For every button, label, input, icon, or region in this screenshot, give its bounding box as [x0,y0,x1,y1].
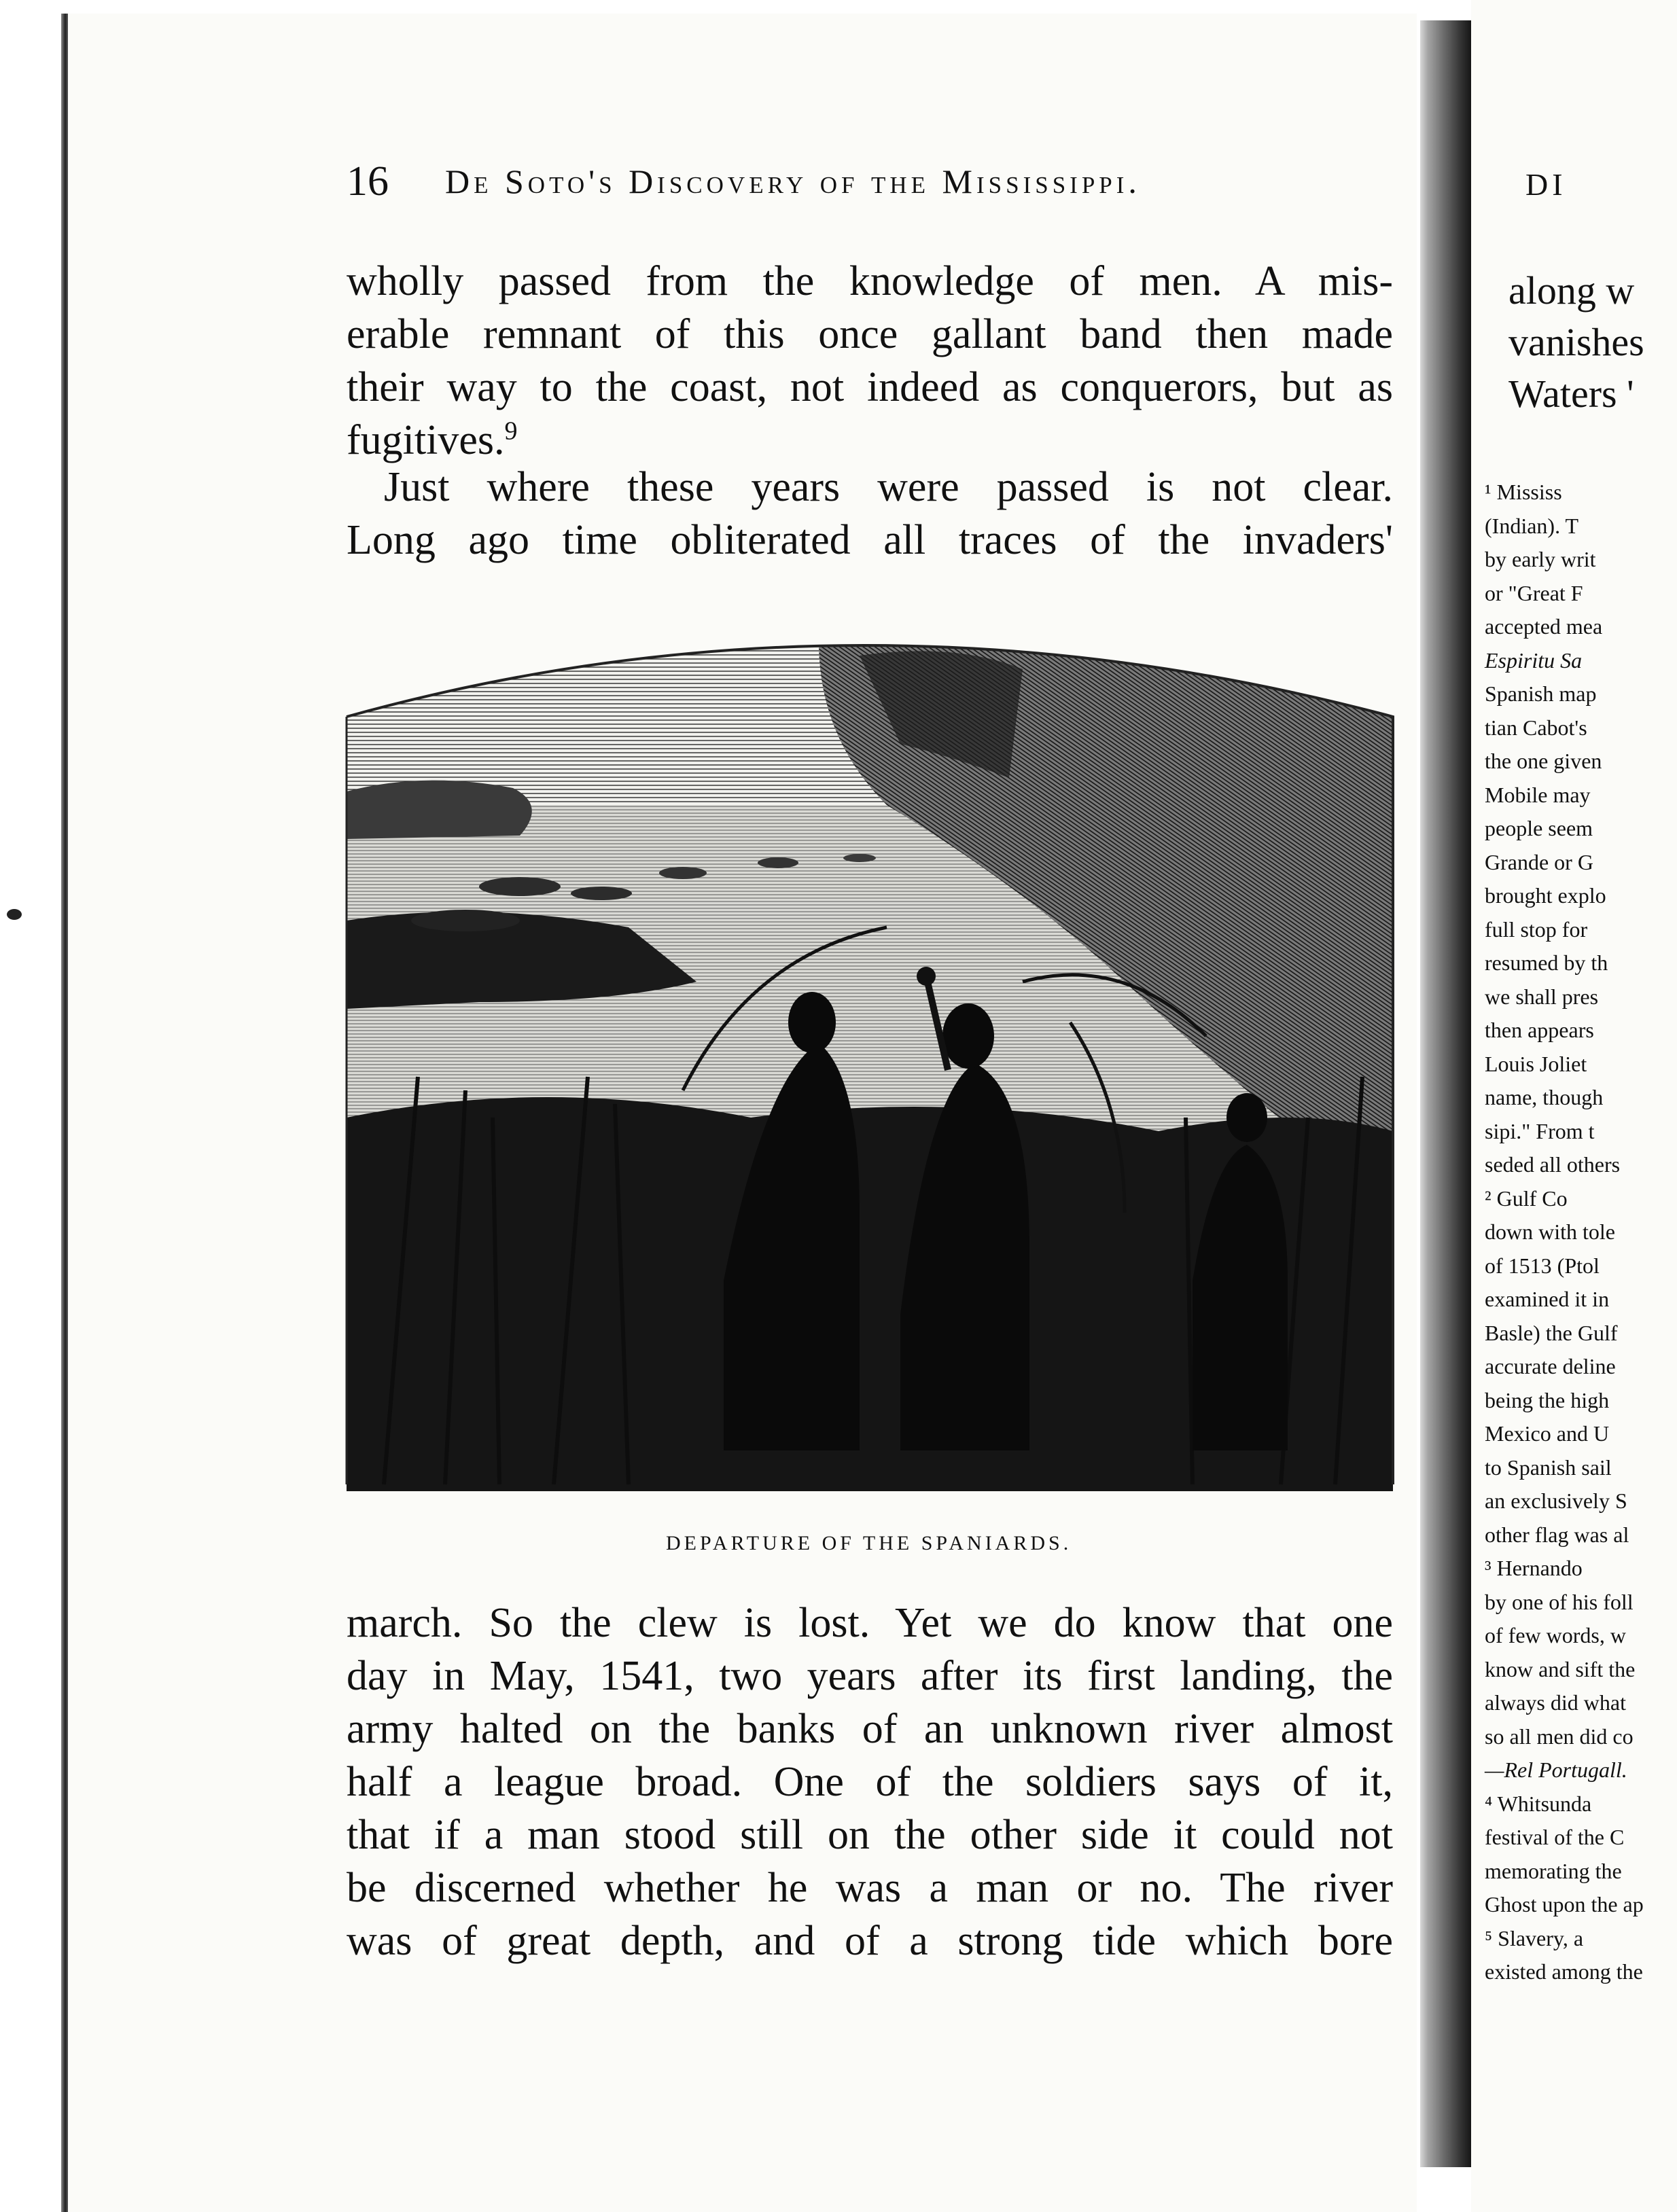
page-edge-shadow [61,14,68,2212]
footnote-line: full stop for [1485,916,1588,942]
running-header [347,158,1379,205]
footnote-line: Louis Joliet [1485,1051,1587,1076]
footnote-line: down with tole [1485,1219,1615,1244]
footnote-line: people seem [1485,816,1593,840]
footnote-line: so all men did co [1485,1724,1634,1749]
footnote-line: accurate deline [1485,1354,1616,1378]
footnote-line: ⁴ Whitsunda [1485,1791,1592,1816]
text-line: along w [1508,268,1635,313]
footnote-line: seded all others [1485,1152,1621,1177]
footnote-line: ⁵ Slavery, a [1485,1925,1584,1950]
text-line: was of great depth, and of a strong tide which bore [347,1918,1393,1964]
text-line: vanishes [1508,320,1644,364]
footnote-line: ² Gulf Co [1485,1185,1568,1211]
page-number: 16 [347,158,389,204]
footnote-line: ¹ Mississ [1485,480,1562,504]
footnote-line: we shall pres [1485,984,1599,1009]
text-line: their way to the coast, not indeed as conquerors, but as [347,364,1393,410]
paragraph-3 [347,1596,1393,1967]
footnote-line: accepted mea [1485,614,1603,639]
footnote-line: by one of his foll [1485,1589,1634,1614]
footnote-line: of 1513 (Ptol [1485,1253,1600,1278]
paragraph-2 [347,461,1393,567]
footnote-line: festival of the C [1485,1825,1625,1849]
footnote-line: —Rel Portugall. [1485,1758,1627,1782]
text-line: be discerned whether he was a man or no. The river [347,1865,1393,1911]
footnote-line: or "Great F [1485,580,1583,605]
text-line: Waters ' [1508,372,1634,416]
footnote-line: brought explo [1485,883,1606,908]
text-line: erable remnant of this once gallant band then made [347,311,1393,357]
text-line: day in May, 1541, two years after its first landing, the [347,1653,1393,1699]
footnote-line: to Spanish sail [1485,1455,1612,1480]
footnote-line: know and sift the [1485,1656,1636,1681]
footnote-line: Mexico and U [1485,1421,1610,1446]
footnote-line: of few words, w [1485,1623,1626,1647]
footnote-line: Spanish map [1485,681,1597,706]
footnote-line: name, though [1485,1085,1604,1109]
footnote-line: an exclusively S [1485,1488,1627,1513]
footnote-reference: 9 [504,416,518,446]
footnote-line: Mobile may [1485,782,1591,807]
running-title: De Soto's Discovery of the Mississippi. [445,162,1141,200]
footnote-line: by early writ [1485,547,1596,571]
footnote-line: Espiritu Sa [1485,647,1583,673]
text-line: Just where these years were passed is not clear. [384,464,1393,510]
right-page-footnotes [1485,476,1644,1989]
paragraph-1 [347,255,1393,467]
footnote-line: Basle) the Gulf [1485,1320,1618,1345]
text-line: army halted on the banks of an unknown river almost [347,1706,1393,1752]
footnote-line: existed among the [1485,1959,1643,1984]
text-line-words: fugitives. [347,417,505,463]
footnote-line: always did what [1485,1690,1626,1715]
text-line: march. So the clew is lost. Yet we do know that one [347,1600,1393,1646]
footnote-line: then appears [1485,1018,1594,1042]
text-line: half a league broad. One of the soldiers says of it, [347,1759,1393,1805]
footnote-line: examined it in [1485,1287,1610,1311]
footnote-line: resumed by th [1485,950,1608,975]
footnote-line: tian Cabot's [1485,715,1587,740]
footnote-line: other flag was al [1485,1522,1629,1547]
footnote-line: Ghost upon the ap [1485,1892,1644,1916]
engraving-illustration [343,601,1396,1491]
text-line: that if a man stood still on the other side it could not [347,1812,1393,1858]
footnote-line: the one given [1485,749,1602,773]
scan-margin [0,0,65,2212]
scan-speck [7,909,22,920]
text-line: wholly passed from the knowledge of men. A mis- [347,258,1393,304]
right-page-header: DI [1525,167,1567,202]
text-line [347,414,1393,467]
footnote-line: (Indian). T [1485,513,1579,538]
footnote-line: ³ Hernando [1485,1556,1583,1580]
text-line: Long ago time obliterated all traces of the invaders' [347,517,1393,563]
footnote-line: memorating the [1485,1858,1622,1883]
footnote-line: Grande or G [1485,849,1593,874]
right-page-body [1508,265,1644,420]
footnote-line: being the high [1485,1387,1610,1412]
book-gutter [1420,20,1471,2167]
illustration-caption: DEPARTURE OF THE SPANIARDS. [666,1532,1072,1554]
footnote-line: sipi." From t [1485,1118,1595,1143]
